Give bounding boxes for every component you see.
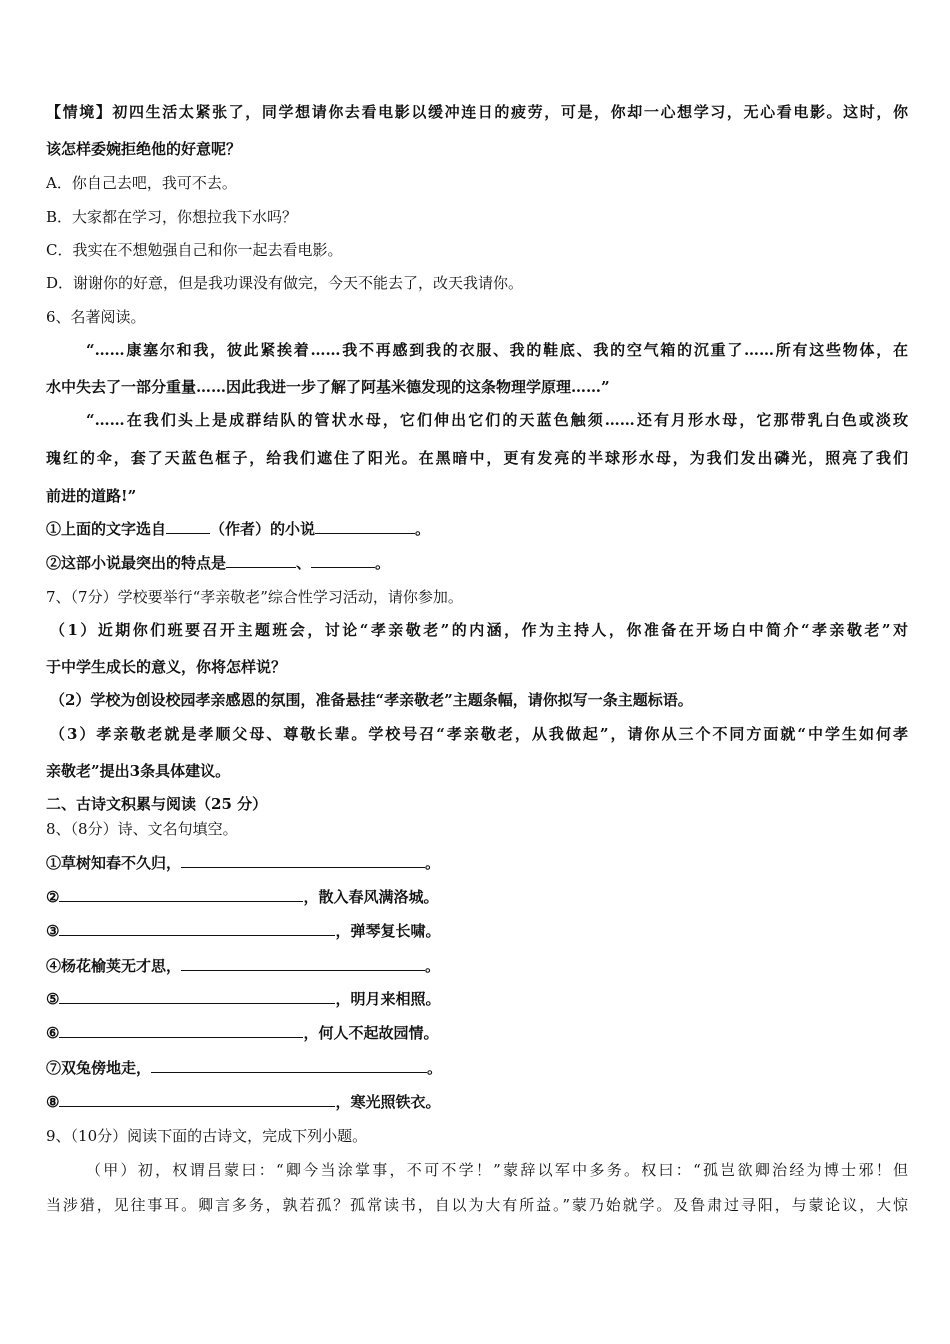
q9-title: 9、（10分）阅读下面的古诗文，完成下列小题。 xyxy=(46,1127,368,1145)
q6-sub1-text-c: 。 xyxy=(415,520,431,538)
q8-item-6-pre: ⑥ xyxy=(46,1024,60,1042)
q8-blank-8[interactable] xyxy=(59,1092,335,1107)
q8-item-8-pre: ⑧ xyxy=(46,1093,60,1111)
q8-blank-2[interactable] xyxy=(59,887,303,902)
q9-text-line-1: （甲）初，权谓吕蒙曰：“卿今当涂掌事，不可不学！”蒙辞以军中多务。权曰：“孤岂欲卿治经为博士邪！但 xyxy=(86,1161,908,1179)
option-a: A．你自己去吧，我可不去。 xyxy=(46,174,237,192)
q8-item-5 xyxy=(46,989,908,1009)
q8-item-4-pre: ④杨花榆荚无才思， xyxy=(46,957,182,975)
q6-sub2-text-c: 。 xyxy=(375,554,391,572)
q8-item-5-post: ，明月来相照。 xyxy=(335,990,441,1008)
section-2-title: 二、古诗文积累与阅读（25 分） xyxy=(46,795,268,813)
q6-sub1 xyxy=(46,519,908,539)
q6-quote1-line-1: “……康塞尔和我，彼此紧挨着……我不再感到我的衣服、我的鞋底、我的空气箱的沉重了……所有这些物体，在 xyxy=(86,341,908,359)
situation-text-line-1: 【情境】初四生活太紧张了，同学想请你去看电影以缓冲连日的疲劳，可是，你却一心想学习，无心看电影。这时，你 xyxy=(46,103,908,121)
q8-blank-3[interactable] xyxy=(59,921,335,936)
q6-quote2-line-2: 瑰红的伞，套了天蓝色框子，给我们遮住了阳光。在黑暗中，更有发亮的半球形水母，为我们发出磷光，照亮了我们 xyxy=(46,449,908,467)
q6-sub2-text-b: 、 xyxy=(296,554,312,572)
q8-blank-5[interactable] xyxy=(59,989,335,1004)
q7-part1-line-2: 于中学生成长的意义，你将怎样说？ xyxy=(46,658,287,676)
q8-blank-4[interactable] xyxy=(181,956,425,971)
q8-item-2-pre: ② xyxy=(46,888,60,906)
option-c: C．我实在不想勉强自己和你一起去看电影。 xyxy=(46,241,343,259)
q8-item-8-post: ，寒光照铁衣。 xyxy=(335,1093,441,1111)
q6-quote2-line-3: 前进的道路!” xyxy=(46,487,137,505)
q7-title: 7、（7分）学校要举行“孝亲敬老”综合性学习活动，请你参加。 xyxy=(46,588,463,606)
q6-quote1-line-2: 水中失去了一部分重量……因此我进一步了解了阿基米德发现的这条物理学原理……” xyxy=(46,378,610,396)
novel-blank[interactable] xyxy=(315,519,415,534)
feature-blank-1[interactable] xyxy=(226,553,296,568)
q8-item-5-pre: ⑤ xyxy=(46,990,60,1008)
q6-sub1-text-b: （作者）的小说 xyxy=(210,520,316,538)
q6-sub2 xyxy=(46,553,908,573)
q7-part3-line-2: 亲敬老”提出3条具体建议。 xyxy=(46,762,231,780)
q9-text-line-2: 当涉猎，见往事耳。卿言多务，孰若孤？孤常读书，自以为大有所益。”蒙乃始就学。及鲁肃过寻阳，与蒙论议，大惊 xyxy=(46,1196,908,1214)
q7-part1-line-1: （1）近期你们班要召开主题班会，讨论“孝亲敬老”的内涵，作为主持人，你准备在开场白中简介“孝亲敬老”对 xyxy=(50,621,908,639)
q8-title: 8、（8分）诗、文名句填空。 xyxy=(46,820,238,838)
q8-blank-7[interactable] xyxy=(151,1058,427,1073)
q8-item-7 xyxy=(46,1058,908,1078)
q8-blank-6[interactable] xyxy=(59,1023,303,1038)
q7-part2: （2）学校为创设校园孝亲感恩的氛围，准备悬挂“孝亲敬老”主题条幅，请你拟写一条主题标语。 xyxy=(50,691,693,709)
q7-part3-line-1: （3）孝亲敬老就是孝顺父母、尊敬长辈。学校号召“孝亲敬老，从我做起”，请你从三个不同方面就“中学生如何孝 xyxy=(50,725,908,743)
author-blank[interactable] xyxy=(166,519,210,534)
q8-item-1-pre: ①草树知春不久归， xyxy=(46,854,182,872)
q8-item-6 xyxy=(46,1023,908,1043)
q8-item-3-pre: ③ xyxy=(46,922,60,940)
q8-item-7-post: 。 xyxy=(427,1059,443,1077)
q6-sub2-text-a: ②这部小说最突出的特点是 xyxy=(46,554,227,572)
q8-item-7-pre: ⑦双兔傍地走， xyxy=(46,1059,152,1077)
option-b: B．大家都在学习，你想拉我下水吗？ xyxy=(46,208,298,226)
q8-item-2-post: ，散入春风满洛城。 xyxy=(303,888,439,906)
q6-title: 6、名著阅读。 xyxy=(46,308,146,326)
situation-text-line-2: 该怎样委婉拒绝他的好意呢？ xyxy=(46,140,242,158)
q6-sub1-text-a: ①上面的文字选自 xyxy=(46,520,167,538)
option-d: D．谢谢你的好意，但是我功课没有做完，今天不能去了，改天我请你。 xyxy=(46,274,524,292)
q8-item-1 xyxy=(46,853,908,873)
q8-item-8 xyxy=(46,1092,908,1112)
q8-item-1-post: 。 xyxy=(425,854,441,872)
q8-item-4 xyxy=(46,956,908,976)
feature-blank-2[interactable] xyxy=(311,553,375,568)
q8-item-2 xyxy=(46,887,908,907)
q8-blank-1[interactable] xyxy=(181,853,425,868)
q8-item-3-post: ，弹琴复长啸。 xyxy=(335,922,441,940)
q6-quote2-line-1: “……在我们头上是成群结队的管状水母，它们伸出它们的天蓝色触须……还有月形水母，它那带乳白色或淡玫 xyxy=(86,411,908,429)
q8-item-4-post: 。 xyxy=(425,957,441,975)
q8-item-3 xyxy=(46,921,908,941)
q8-item-6-post: ，何人不起故园情。 xyxy=(303,1024,439,1042)
